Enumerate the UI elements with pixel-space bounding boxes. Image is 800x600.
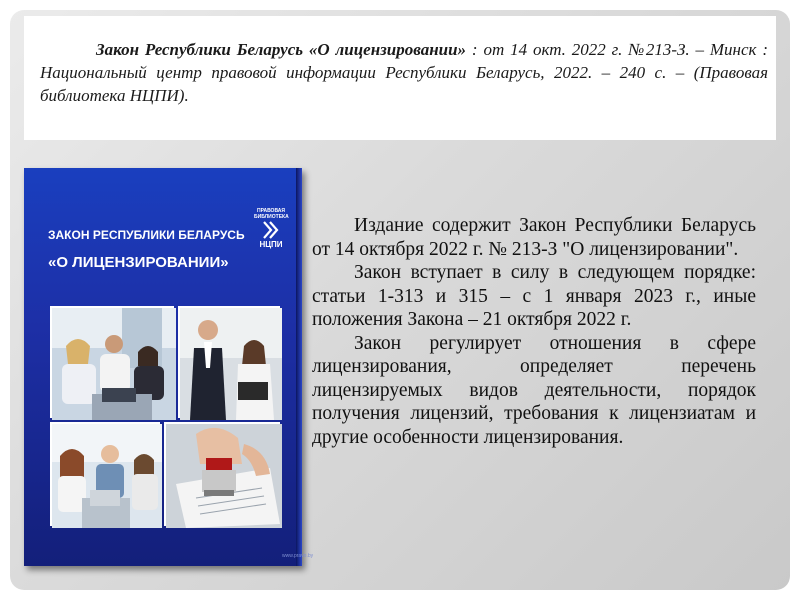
logo-mark-icon [263, 221, 279, 239]
cover-title-line2: «О ЛИЦЕНЗИРОВАНИИ» [48, 254, 229, 271]
description-paragraph-1: Издание содержит Закон Республики Беларусь от 14 октября 2022 г. № 213-З "О лицензировании". [312, 215, 756, 260]
slide [10, 10, 790, 590]
business-people-photo [178, 306, 280, 418]
cover-title-line1: ЗАКОН РЕСПУБЛИКИ БЕЛАРУСЬ [48, 228, 245, 242]
book-cover [24, 168, 314, 566]
citation-title: Закон Республики Беларусь «О лицензировании» [96, 40, 467, 59]
description-text [312, 214, 756, 449]
women-laptop-photo [50, 422, 160, 526]
logo-text: НЦПИ [259, 240, 283, 249]
book-spine-edge [296, 168, 302, 566]
stamp-document-photo [164, 422, 280, 526]
cover-footer-text: www.pravo.by [282, 553, 314, 559]
citation-details: : от 14 окт. 2022 г. №213-З. – Минск : Национальный центр правовой информации Республики Беларусь, 2022. – 240 с. – (Правовая библиотека НЦПИ). [40, 40, 769, 105]
description-paragraph-2: Закон вступает в силу в следующем порядке: статьи 1-313 и 315 – с 1 января 2023 г., иные положения Закона – 21 октября 2022 г. [312, 262, 756, 330]
publisher-logo [254, 208, 288, 252]
office-team-photo [50, 306, 174, 418]
citation-box [24, 16, 776, 140]
description-paragraph-3: Закон регулирует отношения в сфере лицензирования, определяет перечень лицензируемых видов деятельности, порядок получения лицензий, требования к лицензиатам и другие особенности лицензирования. [312, 332, 756, 448]
bibliographic-citation [40, 38, 768, 107]
logo-series-label: ПРАВОВАЯ БИБЛИОТЕКА [254, 208, 289, 220]
